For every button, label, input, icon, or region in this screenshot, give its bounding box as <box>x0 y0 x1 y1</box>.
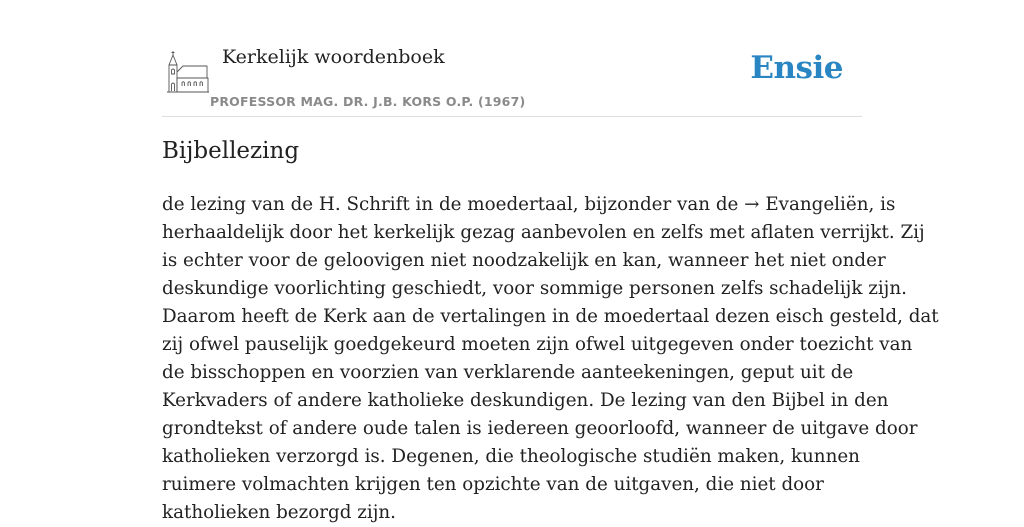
church-icon[interactable] <box>166 50 210 94</box>
entry-line: herhaaldelijk door het kerkelijk gezag aanbevolen en zelfs met aflaten verrijkt. Zij <box>162 222 925 243</box>
entry-line: Daarom heeft de Kerk aan de vertalingen in de moedertaal dezen eisch gesteld, dat <box>162 306 939 327</box>
entry-line: deskundige voorlichting geschiedt, voor sommige personen zelfs schadelijk zijn. <box>162 278 907 299</box>
cross-reference-link[interactable] <box>744 194 868 215</box>
page-header <box>162 0 862 117</box>
brand-logo[interactable]: Ensie <box>750 50 843 86</box>
book-title[interactable]: Kerkelijk woordenboek <box>222 46 445 68</box>
cross-reference-label: Evangeliën <box>765 194 869 215</box>
author-line[interactable]: PROFESSOR MAG. DR. J.B. KORS O.P. (1967) <box>210 94 526 109</box>
entry-line-text: de lezing van de H. Schrift in de moedertaal, bijzonder van de <box>162 194 745 215</box>
entry-line: ruimere volmachten krijgen ten opzichte van de uitgaven, die niet door <box>162 474 824 495</box>
entry-line: zij ofwel pauselijk goedgekeurd moeten zijn ofwel uitgegeven onder toezicht van <box>162 334 913 355</box>
entry-line: de bisschoppen en voorzien van verklarende aanteekeningen, geput uit de <box>162 362 854 383</box>
entry-line: is echter voor de geloovigen niet noodzakelijk en kan, wanneer het niet onder <box>162 250 886 271</box>
entry-line: katholieken verzorgd is. Degenen, die theologische studiën maken, kunnen <box>162 446 860 467</box>
entry-line: Kerkvaders of andere katholieke deskundigen. De lezing van den Bijbel in den <box>162 390 889 411</box>
entry-line: katholieken bezorgd zijn. <box>162 502 396 523</box>
arrow-right-icon: → <box>744 194 760 215</box>
entry-line-text: , is <box>868 194 896 215</box>
entry-body <box>162 191 939 527</box>
page <box>162 0 939 523</box>
entry-title: Bijbellezing <box>162 138 300 164</box>
entry-line: grondtekst of andere oude talen is iedereen geoorloofd, wanneer de uitgave door <box>162 418 918 439</box>
entry-line <box>162 191 896 219</box>
